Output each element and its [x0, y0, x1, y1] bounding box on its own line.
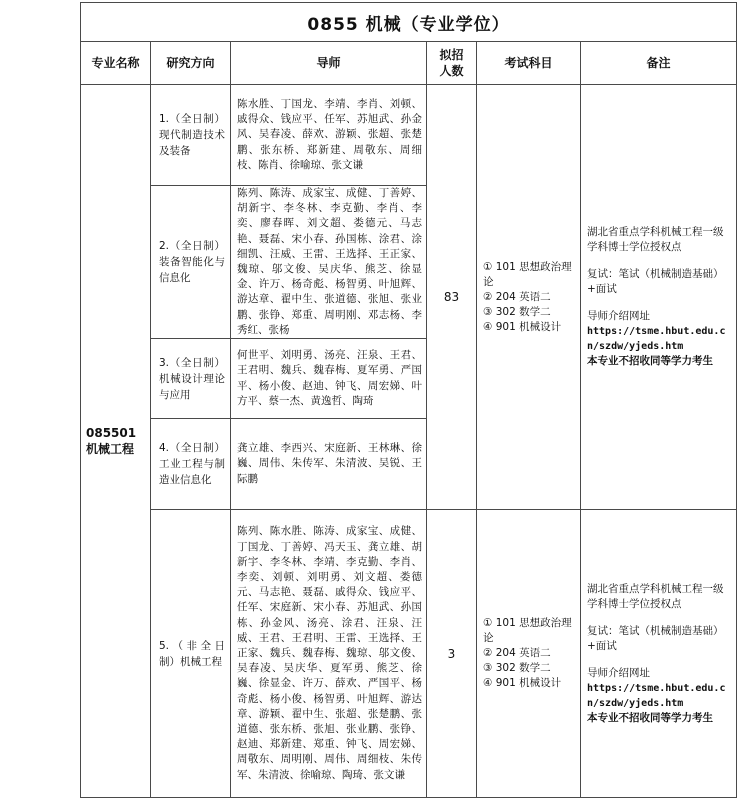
note-restriction: 本专业不招收同等学力考生	[587, 355, 713, 368]
note-discipline: 湖北省重点学科机械工程一级学科博士学位授权点	[587, 582, 724, 610]
header-direction: 研究方向	[151, 42, 231, 85]
tutors-1: 陈水胜、丁国龙、李靖、李肖、刘顿、戚得众、钱应平、任军、苏旭武、孙金风、吴春凌、薛欢、游颖、张超、张楚鹏、张东桥、郑新建、周敬东、周细枝、陈肖、徐喻琼、张文谦	[231, 85, 427, 186]
header-exam: 考试科目	[477, 42, 581, 85]
note-tutor-intro-label: 导师介绍网址	[587, 666, 650, 679]
direction-2: 2.（全日制）装备智能化与信息化	[151, 186, 231, 339]
exam-subjects-parttime	[477, 510, 581, 798]
header-quota: 拟招人数	[427, 42, 477, 85]
header-major: 专业名称	[81, 42, 151, 85]
note-parttime	[581, 510, 737, 798]
tutor-intro-link[interactable]: https://tsme.hbut.edu.cn/szdw/yjeds.htm	[587, 326, 726, 353]
note-fulltime	[581, 85, 737, 510]
exam-subjects-fulltime	[477, 85, 581, 510]
direction-4: 4.（全日制）工业工程与制造业信息化	[151, 419, 231, 510]
quota-fulltime: 83	[427, 85, 477, 510]
note-retest: 复试：笔试（机械制造基础）+面试	[587, 624, 724, 652]
header-note: 备注	[581, 42, 737, 85]
note-discipline: 湖北省重点学科机械工程一级学科博士学位授权点	[587, 226, 724, 254]
table-row	[81, 85, 737, 186]
note-retest: 复试：笔试（机械制造基础）+面试	[587, 268, 724, 296]
tutor-intro-link[interactable]: https://tsme.hbut.edu.cn/szdw/yjeds.htm	[587, 682, 726, 709]
tutors-4: 龚立雄、李西兴、宋庭新、王林琳、徐巍、周伟、朱传军、朱清波、吴锐、王际鹏	[231, 419, 427, 510]
exam-subject: ③ 302 数学二	[483, 305, 551, 318]
exam-subject: ④ 901 机械设计	[483, 677, 562, 690]
exam-subject: ④ 901 机械设计	[483, 320, 562, 333]
exam-subject: ① 101 思想政治理论	[483, 260, 572, 288]
header-row	[81, 42, 737, 85]
tutors-3: 何世平、刘明勇、汤亮、汪泉、王君、王君明、魏兵、魏春梅、夏军勇、严国平、杨小俊、赵迪、钟飞、周宏娣、叶方平、蔡一杰、黄逸哲、陶琦	[231, 339, 427, 419]
major-name: 机械工程	[86, 442, 135, 457]
admissions-table	[80, 2, 737, 798]
tutors-2: 陈列、陈涛、成家宝、成健、丁善婷、胡新宇、李冬林、李克勤、李肖、李奕、廖春晖、刘文超、娄德元、马志艳、聂磊、宋小春、孙国栋、涂君、涂细凯、汪威、王雷、王选择、王正家、魏琼、邬文俊、吴庆华、熊芝、徐显金、许万、杨奇彪、杨智勇、叶旭辉、游达章、翟中生、张道德、张旭、张业鹏、张铮、郑重、周明刚、邓志杨、李秀红、张杨	[231, 186, 427, 339]
exam-subject: ① 101 思想政治理论	[483, 617, 572, 645]
note-tutor-intro-label: 导师介绍网址	[587, 310, 650, 323]
table-title: 0855 机械（专业学位）	[81, 3, 737, 42]
quota-parttime: 3	[427, 510, 477, 798]
major-cell	[81, 85, 151, 798]
exam-subject: ③ 302 数学二	[483, 662, 551, 675]
direction-5: 5.（非全日制）机械工程	[151, 510, 231, 798]
exam-subject: ② 204 英语二	[483, 647, 551, 660]
table-row	[81, 510, 737, 798]
major-code: 085501	[86, 426, 137, 441]
exam-subject: ② 204 英语二	[483, 290, 551, 303]
tutors-5: 陈列、陈水胜、陈涛、成家宝、成健、丁国龙、丁善婷、冯天玉、龚立雄、胡新宇、李冬林、李靖、李克勤、李肖、李奕、刘顿、刘明勇、刘文超、娄德元、马志艳、聂磊、戚得众、钱应平、任军、宋庭新、宋小春、苏旭武、孙国栋、孙金风、汤亮、涂君、汪泉、汪威、王君、王君明、王雷、王选择、王正家、魏兵、魏春梅、魏琼、邬文俊、吴春凌、吴庆华、夏军勇、熊芝、徐巍、徐显金、许万、薛欢、严国平、杨奇彪、杨小俊、杨智勇、叶旭辉、游达章、游颖、翟中生、张超、张楚鹏、张道德、张东桥、张旭、张业鹏、张铮、赵迪、郑新建、郑重、钟飞、周宏娣、周敬东、周明刚、周伟、周细枝、朱传军、朱清波、徐喻琼、陶琦、张文谦	[231, 510, 427, 798]
direction-1: 1.（全日制）现代制造技术及装备	[151, 85, 231, 186]
note-restriction: 本专业不招收同等学力考生	[587, 711, 713, 724]
direction-3: 3.（全日制）机械设计理论与应用	[151, 339, 231, 419]
header-tutor: 导师	[231, 42, 427, 85]
